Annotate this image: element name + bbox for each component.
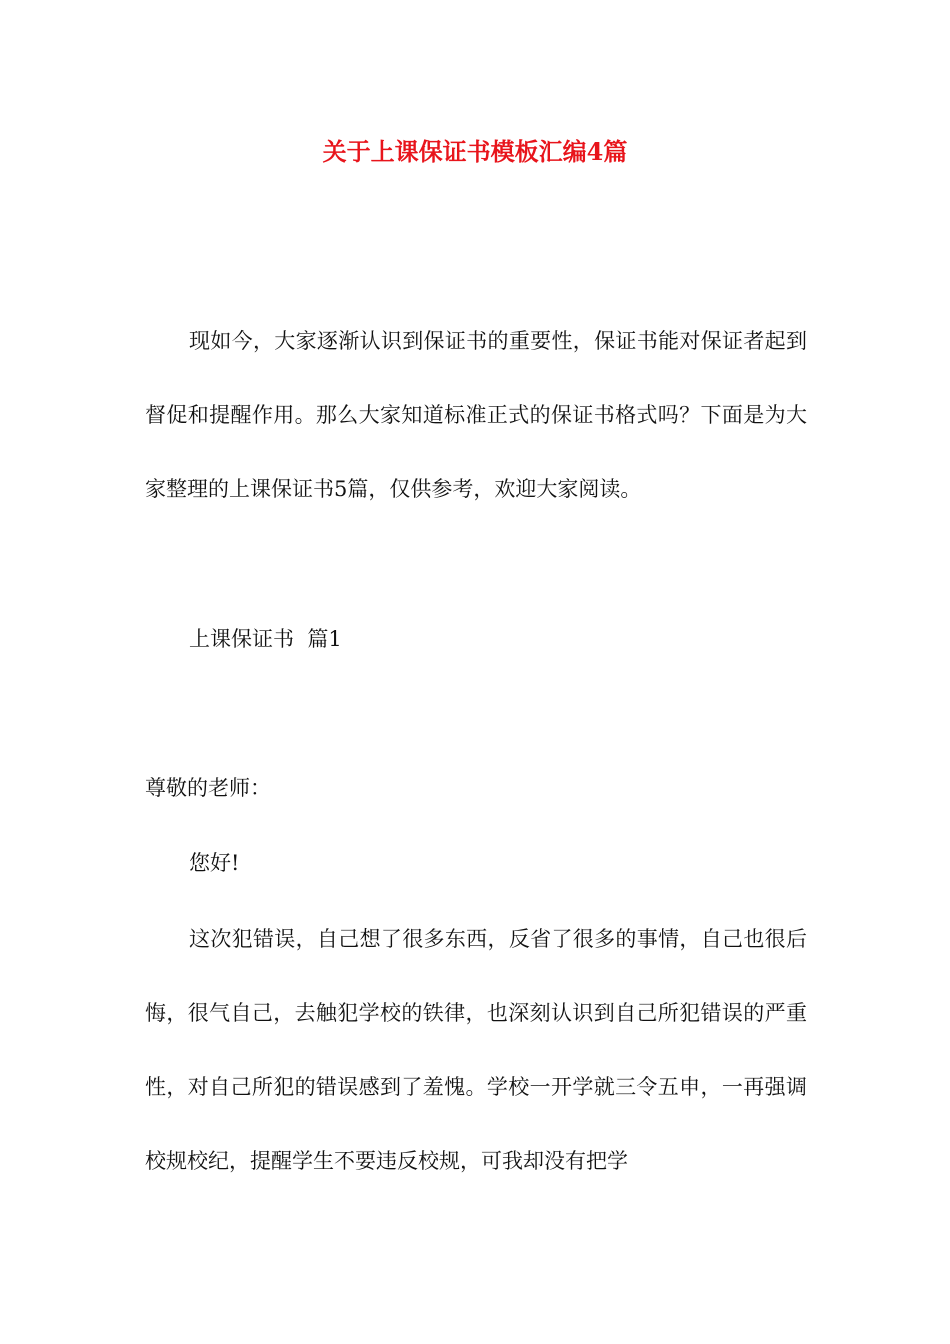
section-heading: 上课保证书 篇1	[189, 627, 342, 651]
intro-paragraph: 现如今，大家逐渐认识到保证书的重要性，保证书能对保证者起到督促和提醒作用。那么大家知道标准正式的保证书格式吗？下面是为大家整理的上课保证书5篇，仅供参考，欢迎大家阅读。	[145, 329, 807, 501]
document-title: 关于上课保证书模板汇编4篇	[322, 137, 628, 166]
salutation: 尊敬的老师：	[145, 776, 271, 800]
body-paragraph: 这次犯错误，自己想了很多东西，反省了很多的事情，自己也很后悔，很气自己，去触犯学校的铁律，也深刻认识到自己所犯错误的严重性，对自己所犯的错误感到了羞愧。学校一开学就三令五申，一再强调校规校纪，提醒学生不要违反校规，可我却没有把学	[145, 927, 807, 1173]
greeting: 您好!	[189, 851, 240, 875]
